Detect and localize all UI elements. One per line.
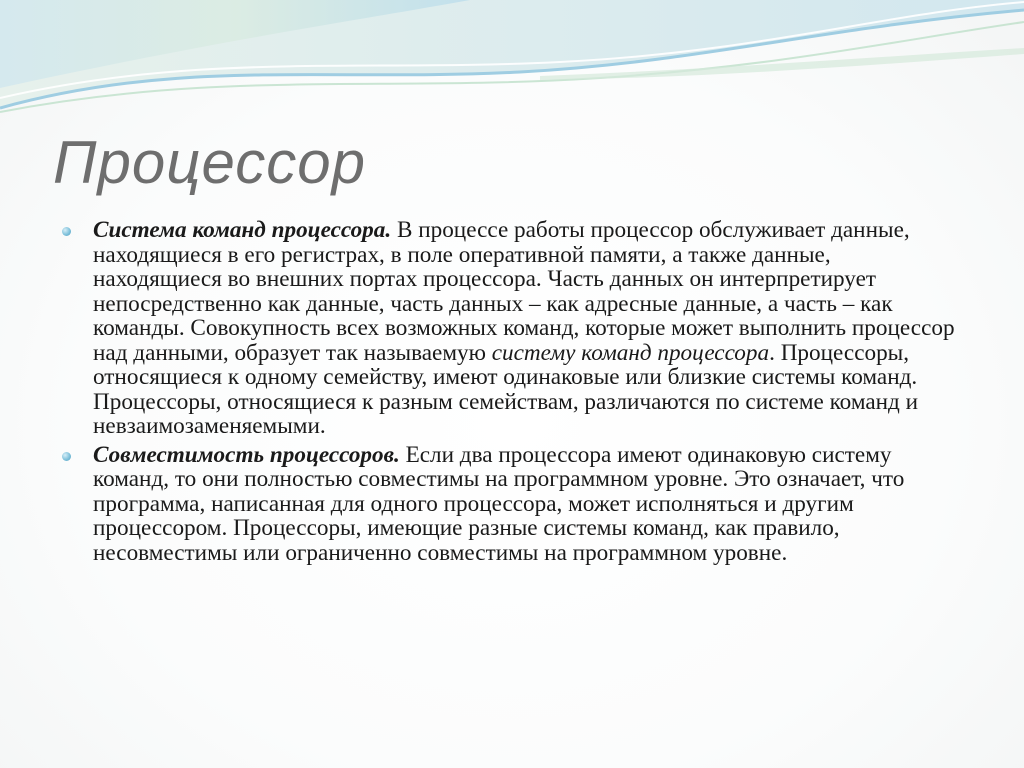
bullet-icon	[62, 227, 71, 236]
bullet-item	[62, 443, 962, 566]
bullet-term: Совместимость процессоров.	[93, 441, 400, 468]
slide-title: Процессор	[53, 129, 366, 196]
bullet-body: Если два процессора имеют одинаковую систему команд, то они полностью совместимы на программном уровне. Это означает, что программа, написанная для одного процессора, может исполняться и другим процессором. Процессоры, имеющие разные системы команд, как правило, несовместимы или ограниченно совместимы на программном уровне.	[93, 441, 905, 566]
bullet-item	[62, 218, 962, 439]
bullet-body-end: . Процессоры, относящиеся к одному семейству, имеют одинаковые или близкие системы команд. Процессоры, относящиеся к разным семействам, различаются по системе команд и невзаимозаменяемыми.	[93, 339, 919, 439]
bullet-text	[93, 443, 962, 566]
decorative-waves	[0, 0, 1024, 130]
bullet-emphasis: систему команд процессора	[491, 339, 770, 366]
bullet-icon	[62, 452, 71, 461]
bullet-list	[62, 218, 962, 569]
bullet-term: Система команд процессора.	[93, 217, 392, 243]
bullet-text	[93, 218, 962, 439]
bullet-body: В процессе работы процессор обслуживает данные, находящиеся в его регистрах, в поле оперативной памяти, а также данные, находящиеся во внешних портах процессора. Часть данных он интерпретирует непосредственно как данные, часть данных – как адресные данные, а часть – как команды. Совокупность всех возможных команд, которые может выполнить процессор над данными, образует так называемую	[93, 217, 955, 366]
